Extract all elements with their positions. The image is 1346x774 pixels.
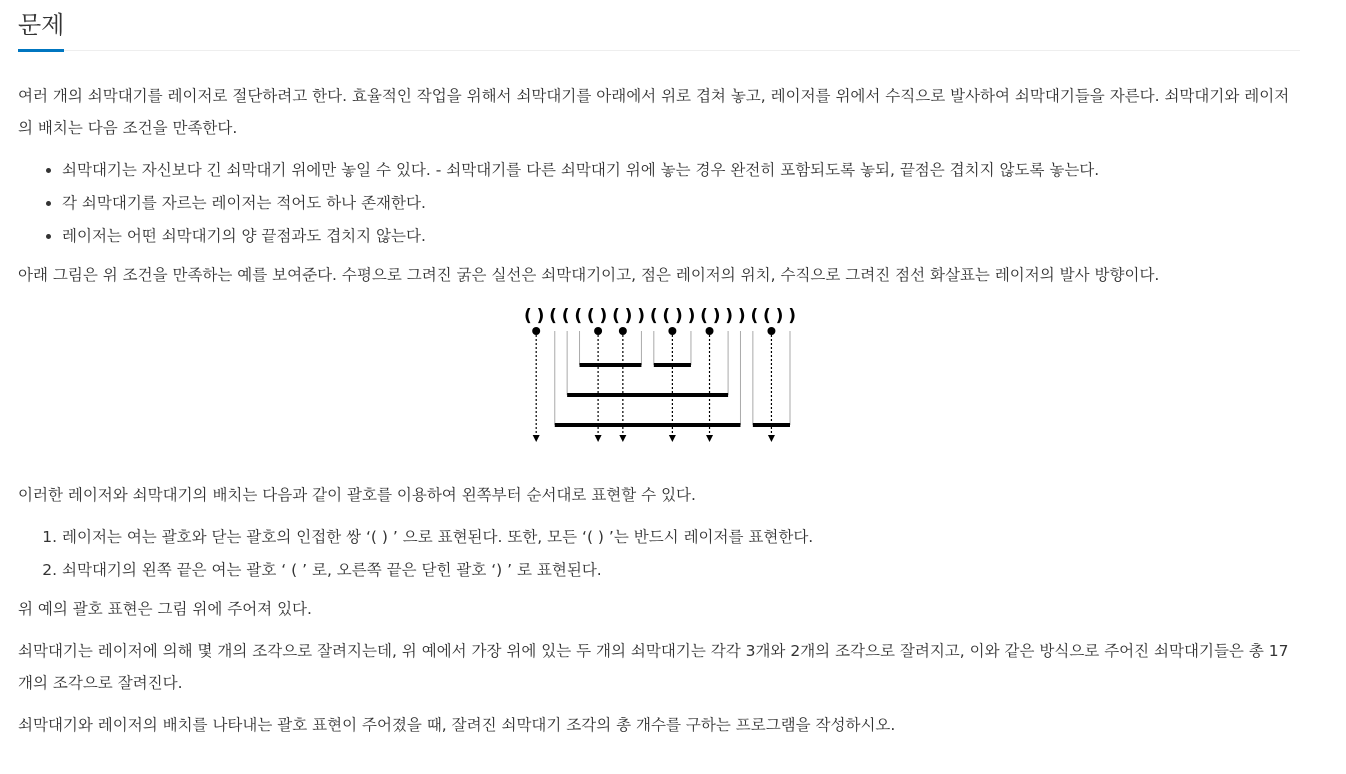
rule-item: 2. 쇠막대기의 왼쪽 끝은 여는 괄호 ‘ ( ’ 로, 오른쪽 끝은 닫힌 괄호 ‘) ’ 로 표현된다. (62, 554, 1300, 587)
rule-item: 1. 레이저는 여는 괄호와 닫는 괄호의 인접한 쌍 ‘( ) ’ 으로 표현된다. 또한, 모든 ‘( ) ’는 반드시 레이저를 표현한다. (62, 521, 1300, 554)
laser-arrowhead (619, 435, 626, 442)
laser-diagram (520, 301, 820, 461)
conditions-list (18, 154, 1300, 253)
condition-item: • 레이저는 어떤 쇠막대기의 양 끝점과도 겹치지 않는다. (62, 220, 1300, 253)
laser-arrowhead (768, 435, 775, 442)
explanation-paragraph: 쇠막대기는 레이저에 의해 몇 개의 조각으로 잘려지는데, 위 예에서 가장 위에 있는 두 개의 쇠막대기는 각각 3개와 2개의 조각으로 잘려지고, 이와 같은 방식으로 주어진 쇠막대기들은 총 17개의 조각으로 잘려진다. (18, 642, 1289, 692)
figure-intro-paragraph: 아래 그림은 위 조건을 만족하는 예를 보여준다. 수평으로 그려진 굵은 실선은 쇠막대기이고, 점은 레이저의 위치, 수직으로 그려진 점선 화살표는 레이저의 발사 방향이다. (18, 266, 1160, 284)
laser-arrowhead (706, 435, 713, 442)
laser-arrowhead (669, 435, 676, 442)
representation-intro-paragraph: 이러한 레이저와 쇠막대기의 배치는 다음과 같이 괄호를 이용하여 왼쪽부터 순서대로 표현할 수 있다. (18, 486, 696, 504)
laser-arrowhead (533, 435, 540, 442)
example-note-paragraph: 위 예의 괄호 표현은 그림 위에 주어져 있다. (18, 600, 312, 618)
rules-list (18, 521, 1300, 587)
problem-body (18, 80, 1300, 751)
laser-arrowhead (595, 435, 602, 442)
task-paragraph: 쇠막대기와 레이저의 배치를 나타내는 괄호 표현이 주어졌을 때, 잘려진 쇠막대기 조각의 총 개수를 구하는 프로그램을 작성하시오. (18, 716, 896, 734)
intro-paragraph: 여러 개의 쇠막대기를 레이저로 절단하려고 한다. 효율적인 작업을 위해서 쇠막대기를 아래에서 위로 겹쳐 놓고, 레이저를 위에서 수직으로 발사하여 쇠막대기들을 자른다. 쇠막대기와 레이저의 배치는 다음 조건을 만족한다. (18, 87, 1290, 137)
bracket-sequence: ( ) ( ( ( ( ) ( ) ) ( ( ) ) ( ) ) ) ( ( ) ) (524, 306, 796, 326)
section-title: 문제 (18, 8, 64, 52)
diagram-marks (532, 327, 790, 442)
condition-item: • 쇠막대기는 자신보다 긴 쇠막대기 위에만 놓일 수 있다. - 쇠막대기를 다른 쇠막대기 위에 놓는 경우 완전히 포함되도록 놓되, 끝점은 겹치지 않도록 놓는다. (62, 154, 1300, 187)
condition-item: • 각 쇠막대기를 자르는 레이저는 적어도 하나 존재한다. (62, 187, 1300, 220)
laser-figure (18, 301, 1300, 471)
section-header (18, 0, 1300, 51)
